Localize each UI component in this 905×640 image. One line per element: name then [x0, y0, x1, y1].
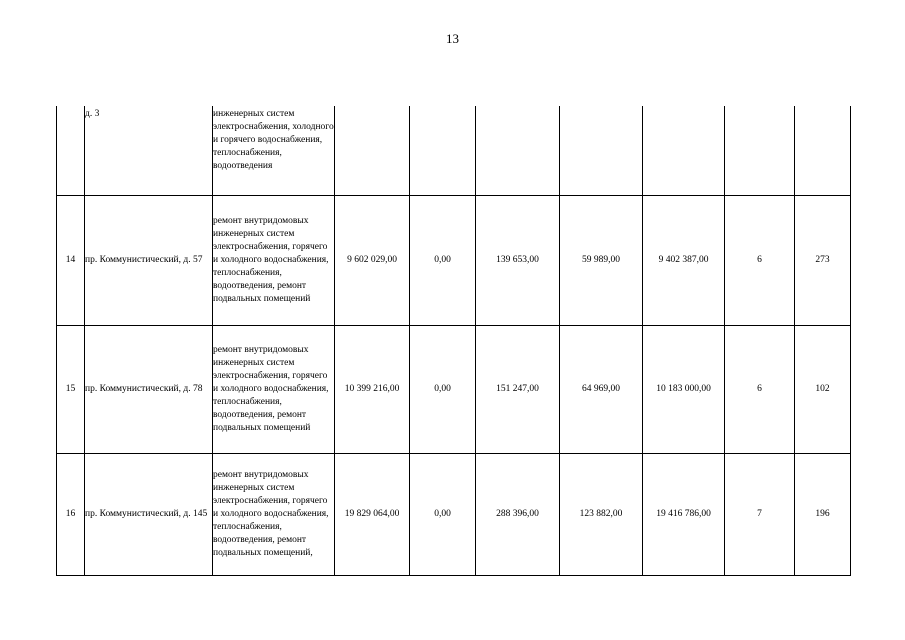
value-cell: 123 882,00	[560, 453, 643, 575]
empty-cell	[335, 106, 410, 195]
work-description-cell: инженерных систем электроснабжения, холодного и горячего водоснабжения, теплоснабжения, водоотведения	[213, 106, 335, 195]
value-cell: 102	[795, 325, 851, 453]
address-cell: пр. Коммунистический, д. 57	[85, 195, 213, 325]
repair-table	[56, 106, 851, 576]
table-row-continued	[57, 106, 851, 195]
value-cell: 196	[795, 453, 851, 575]
value-cell: 6	[725, 195, 795, 325]
empty-cell	[410, 106, 476, 195]
value-cell: 64 969,00	[560, 325, 643, 453]
total-cost-cell: 19 829 064,00	[335, 453, 410, 575]
row-number-cell	[57, 106, 85, 195]
table-row	[57, 195, 851, 325]
value-cell: 0,00	[410, 195, 476, 325]
page-number: 13	[446, 31, 459, 46]
address-cell: д. 3	[85, 106, 213, 195]
value-cell: 10 183 000,00	[643, 325, 725, 453]
row-number-cell: 15	[57, 325, 85, 453]
value-cell: 288 396,00	[476, 453, 560, 575]
value-cell: 139 653,00	[476, 195, 560, 325]
value-cell: 6	[725, 325, 795, 453]
value-cell: 151 247,00	[476, 325, 560, 453]
address-cell: пр. Коммунистический, д. 78	[85, 325, 213, 453]
work-description-cell: ремонт внутридомовых инженерных систем электроснабжения, горячего и холодного водоснабжения, теплоснабжения, водоотведения, ремонт подвальных помещений	[213, 325, 335, 453]
empty-cell	[476, 106, 560, 195]
value-cell: 9 402 387,00	[643, 195, 725, 325]
table-row	[57, 453, 851, 575]
value-cell: 0,00	[410, 325, 476, 453]
work-description-cell: ремонт внутридомовых инженерных систем электроснабжения, горячего и холодного водоснабжения, теплоснабжения, водоотведения, ремонт подвальных помещений	[213, 195, 335, 325]
row-number-cell: 16	[57, 453, 85, 575]
row-number-cell: 14	[57, 195, 85, 325]
value-cell: 273	[795, 195, 851, 325]
work-description-cell: ремонт внутридомовых инженерных систем электроснабжения, горячего и холодного водоснабжения, теплоснабжения, водоотведения, ремонт подвальных помещений,	[213, 453, 335, 575]
empty-cell	[725, 106, 795, 195]
address-cell: пр. Коммунистический, д. 145	[85, 453, 213, 575]
empty-cell	[795, 106, 851, 195]
empty-cell	[643, 106, 725, 195]
table-row	[57, 325, 851, 453]
value-cell: 19 416 786,00	[643, 453, 725, 575]
value-cell: 7	[725, 453, 795, 575]
value-cell: 0,00	[410, 453, 476, 575]
total-cost-cell: 10 399 216,00	[335, 325, 410, 453]
total-cost-cell: 9 602 029,00	[335, 195, 410, 325]
empty-cell	[560, 106, 643, 195]
value-cell: 59 989,00	[560, 195, 643, 325]
